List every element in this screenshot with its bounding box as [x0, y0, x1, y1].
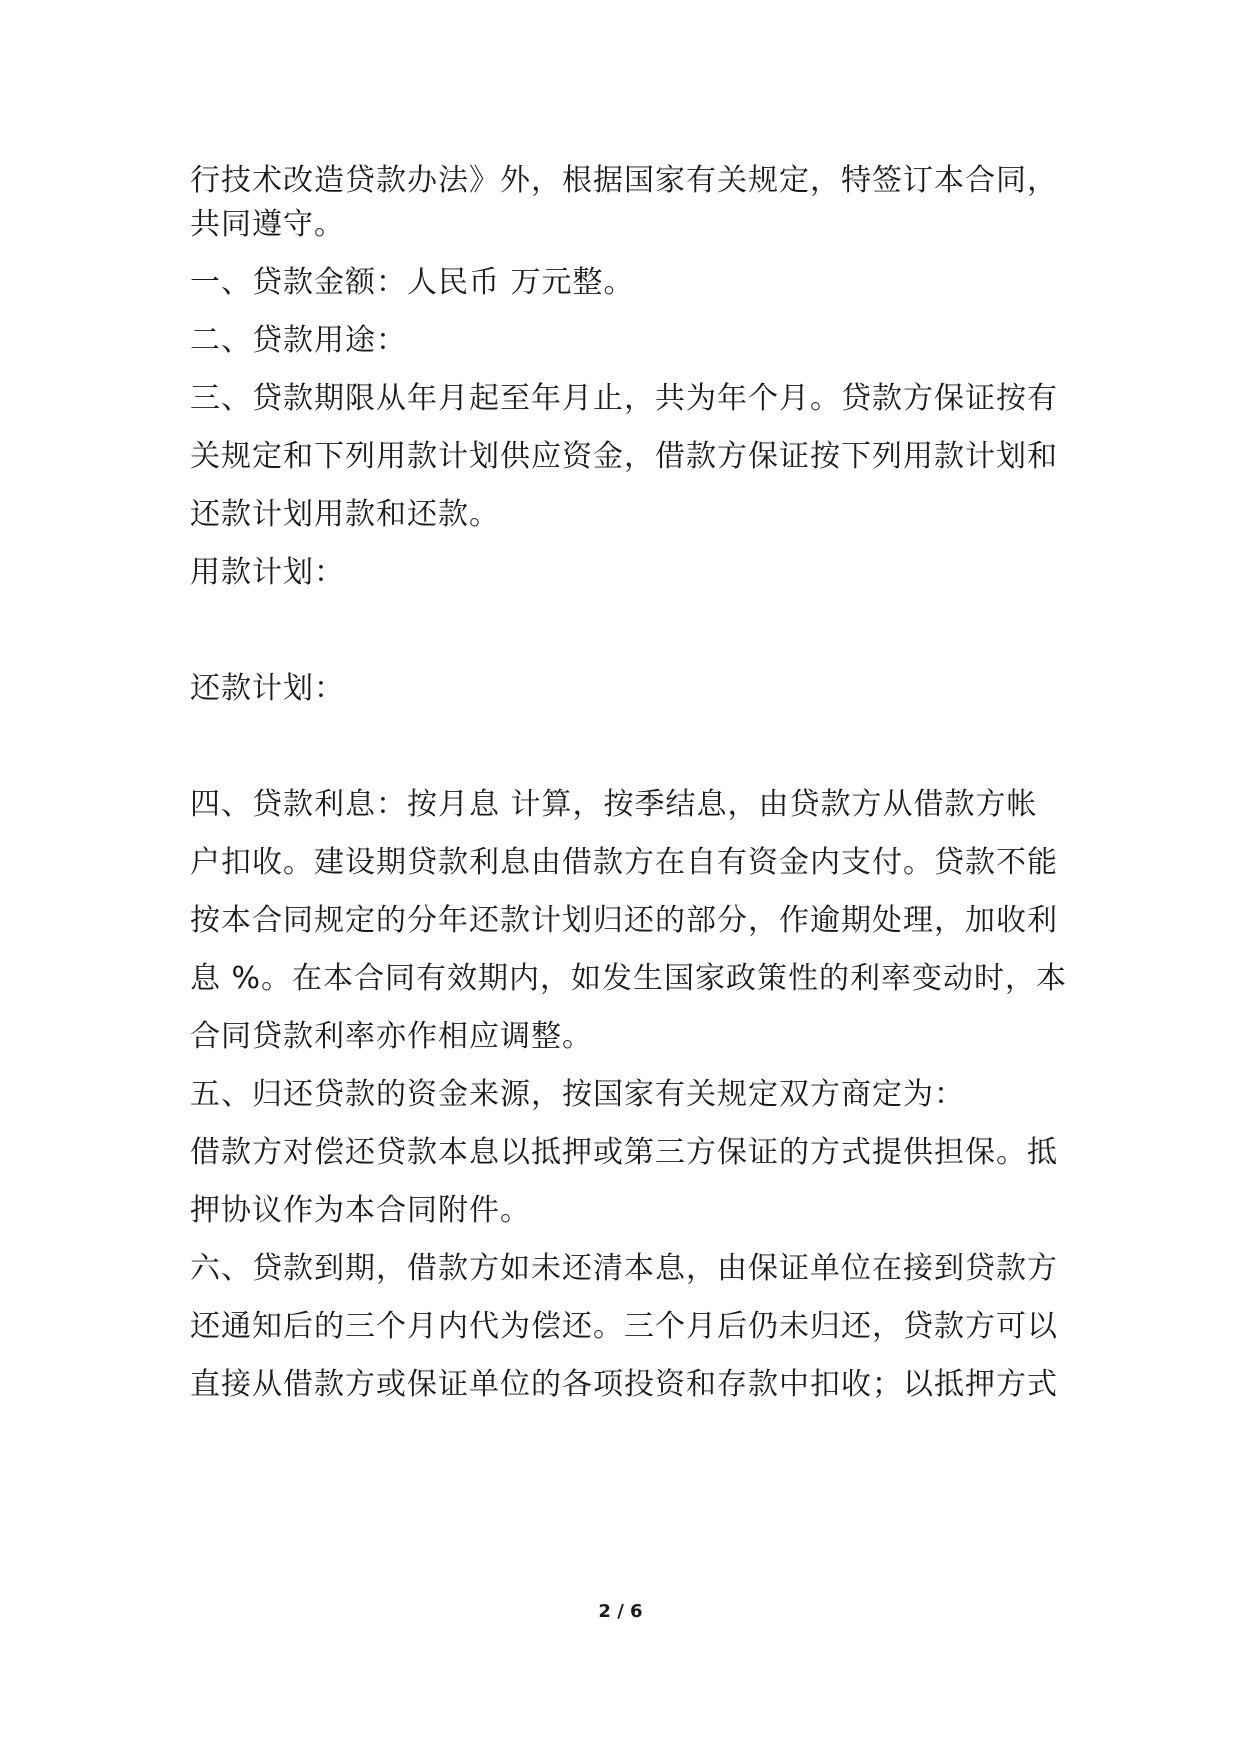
text-line: 一、贷款金额：人民币 万元整。 [190, 265, 635, 300]
text-line: 按本合同规定的分年还款计划归还的部分，作逾期处理，加收利 [190, 903, 1058, 938]
text-line: 关规定和下列用款计划供应资金，借款方保证按下列用款计划和 [190, 439, 1058, 474]
text-line: 息 %。在本合同有效期内，如发生国家政策性的利率变动时，本 [190, 961, 1068, 996]
text-line: 还通知后的三个月内代为偿还。三个月后仍未归还，贷款方可以 [190, 1309, 1058, 1344]
page-number: 2 / 6 [598, 1601, 643, 1622]
text-line: 四、贷款利息：按月息 计算，按季结息，由贷款方从借款方帐 [190, 787, 1038, 822]
text-line: 还款计划用款和还款。 [190, 497, 500, 532]
text-line: 合同贷款利率亦作相应调整。 [190, 1019, 593, 1054]
text-line: 三、贷款期限从年月起至年月止，共为年个月。贷款方保证按有 [190, 381, 1058, 416]
text-line: 五、归还贷款的资金来源，按国家有关规定双方商定为： [190, 1077, 965, 1112]
text-line: 押协议作为本合同附件。 [190, 1193, 531, 1228]
text-line: 直接从借款方或保证单位的各项投资和存款中扣收；以抵押方式 [190, 1367, 1058, 1402]
text-line: 共同遵守。 [190, 207, 345, 242]
text-line: 用款计划： [190, 555, 345, 590]
text-line: 借款方对偿还贷款本息以抵押或第三方保证的方式提供担保。抵 [190, 1135, 1058, 1170]
text-line: 二、贷款用途： [190, 323, 407, 358]
text-line: 六、贷款到期，借款方如未还清本息，由保证单位在接到贷款方 [190, 1251, 1058, 1286]
text-line: 户扣收。建设期贷款利息由借款方在自有资金内支付。贷款不能 [190, 845, 1058, 880]
text-line: 行技术改造贷款办法》外，根据国家有关规定，特签订本合同， [190, 163, 1058, 198]
text-line: 还款计划： [190, 671, 345, 706]
